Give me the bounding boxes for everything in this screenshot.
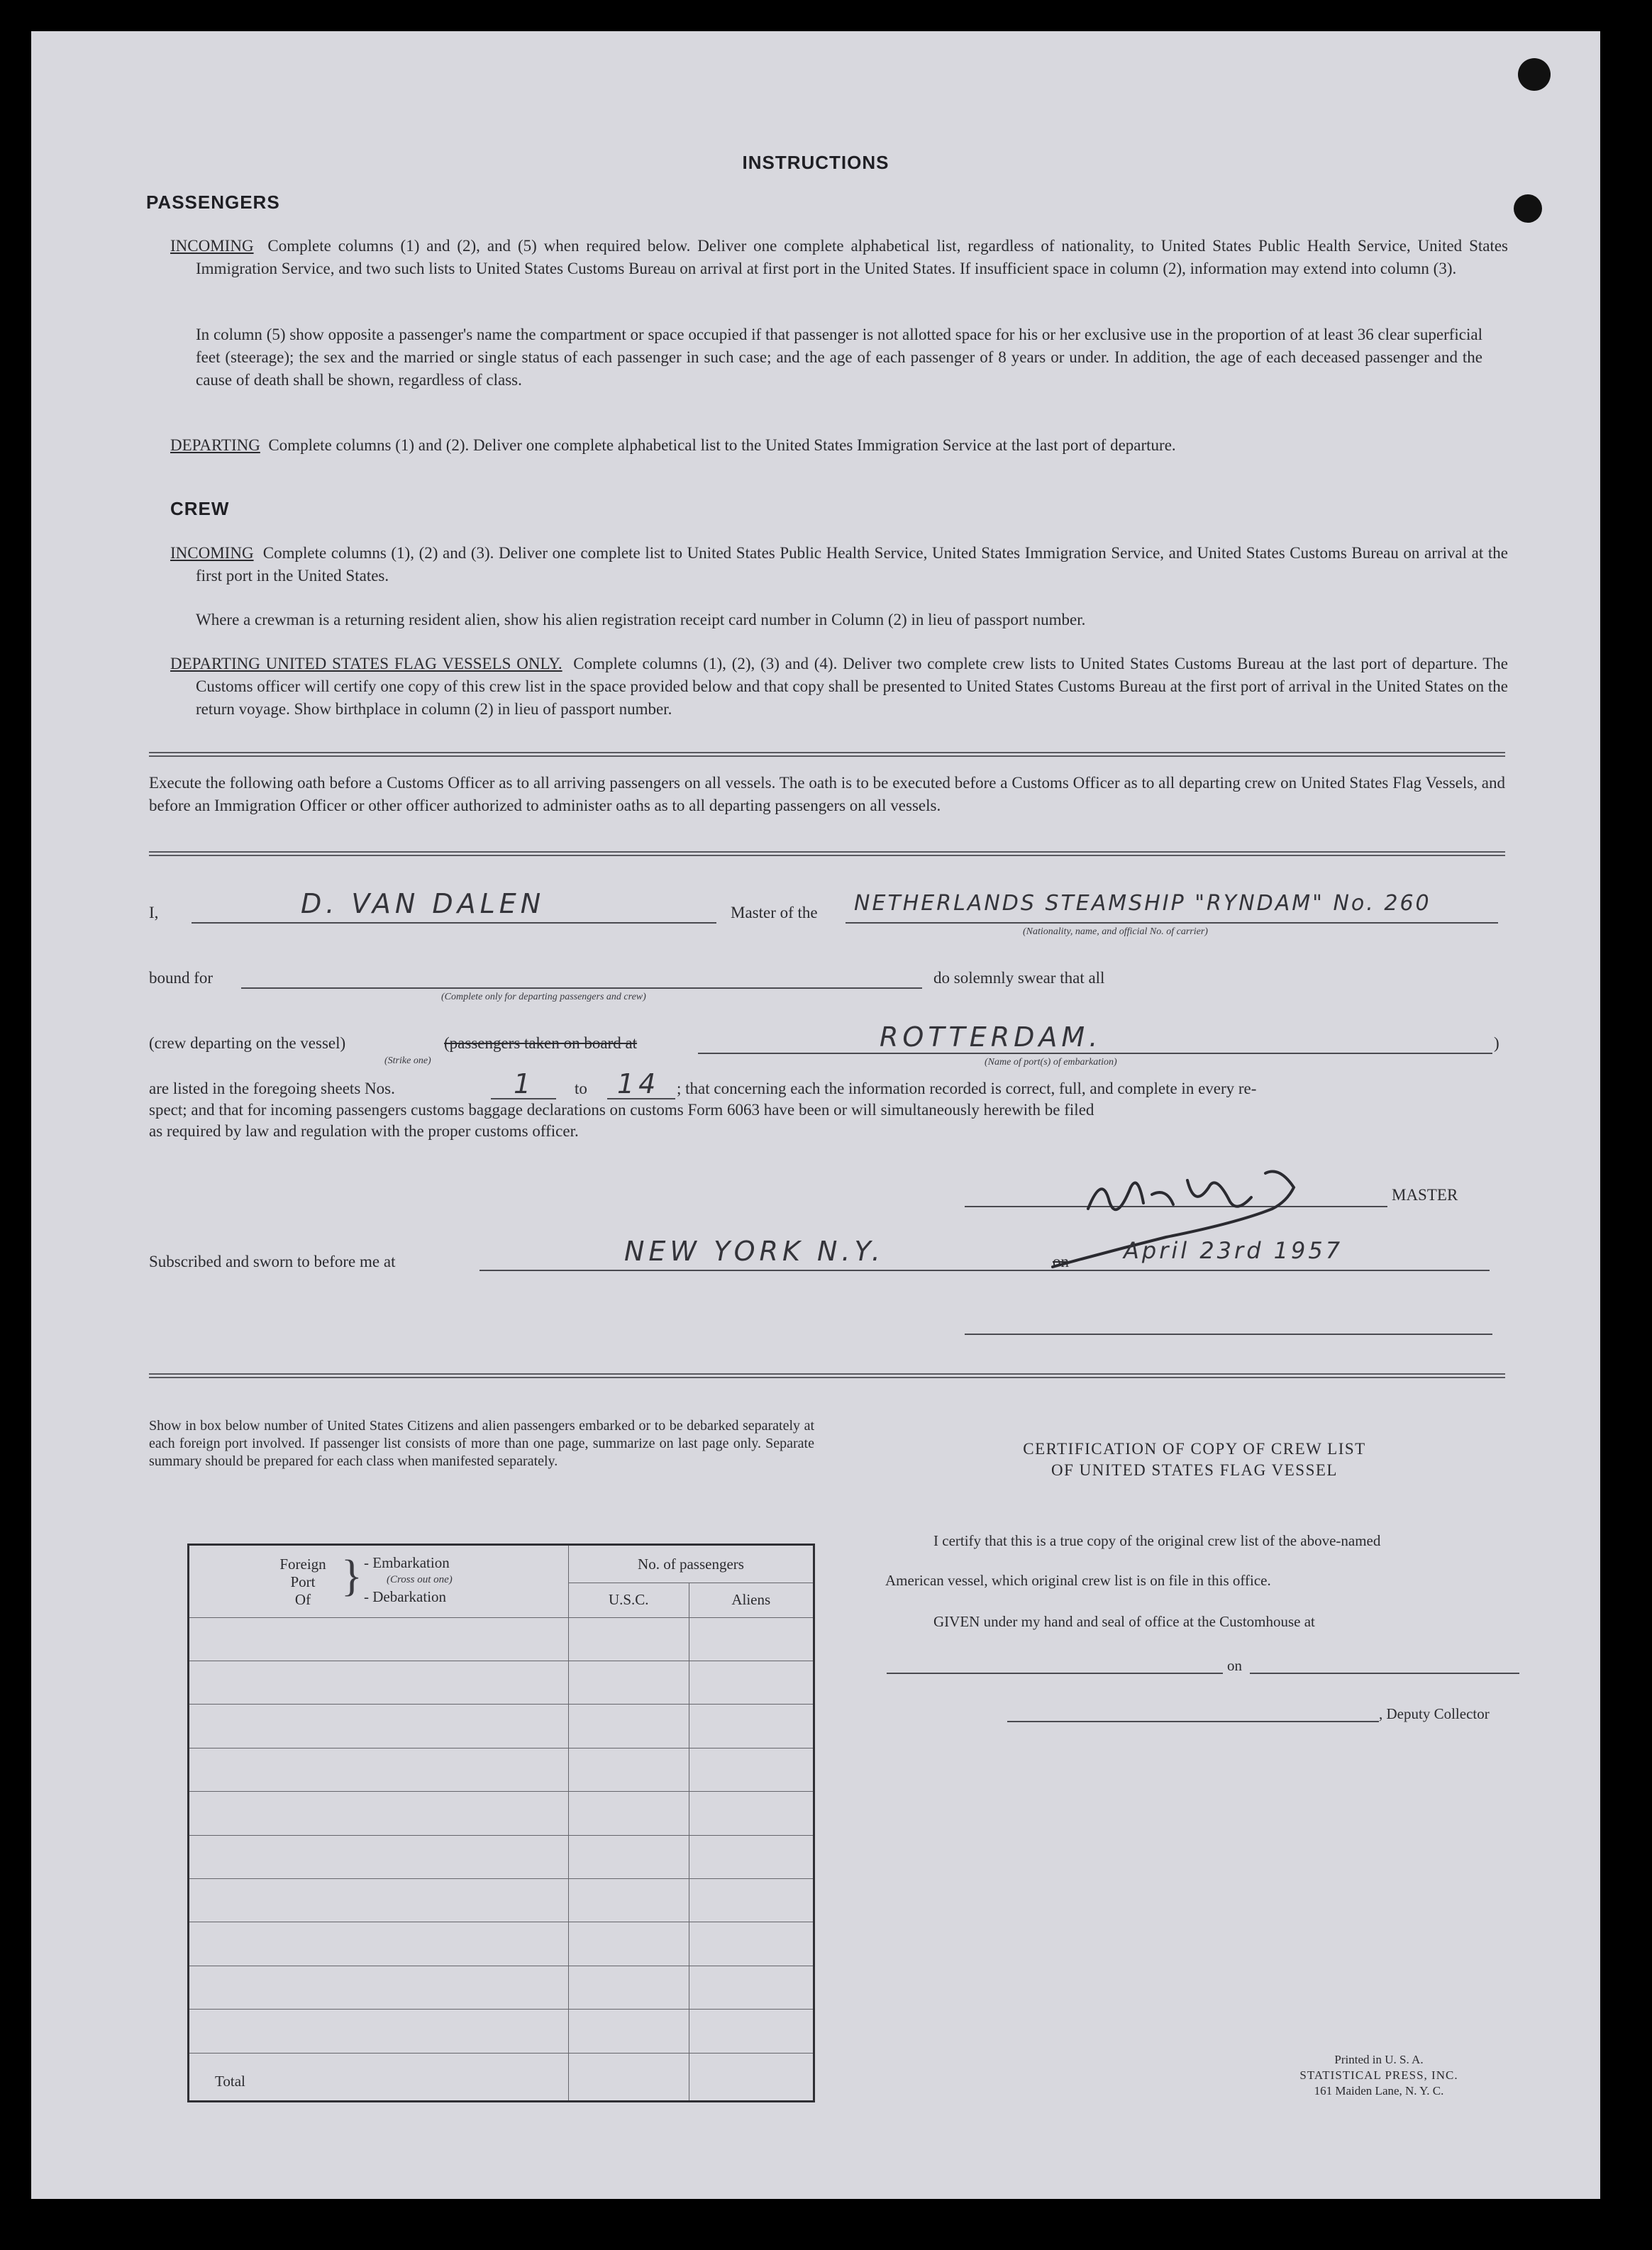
port-header-cell — [189, 1545, 569, 1618]
table-row — [189, 1661, 569, 1705]
total-usc-cell — [569, 2053, 689, 2101]
certify-line1: I certify that this is a true copy of the original crew list of the above-named — [933, 1532, 1381, 1549]
punch-hole-middle — [1514, 194, 1542, 223]
summary-note: Show in box below number of United States Citizens and alien passengers embarked or to be debarked separately at each foreign port involved. If passenger list consists of more than one page, summarize on last page only. Separate summary should be prepared for each class when manifested separately. — [149, 1418, 814, 1469]
strike-caption: (Strike one) — [384, 1055, 431, 1066]
embarkation-label: - Embarkation — [364, 1554, 450, 1571]
table-cell — [569, 1661, 689, 1705]
table-cell — [689, 1835, 814, 1878]
table-cell — [569, 1617, 689, 1661]
passengers-departing-text: Complete columns (1) and (2). Deliver one complete alphabetical list to the United States Immigration Service at the last port of departure. — [268, 436, 1176, 454]
foreign-port-of-label — [267, 1556, 338, 1609]
sworn-place-line — [479, 1270, 1082, 1271]
table-cell — [569, 2010, 689, 2053]
table-row — [189, 1705, 569, 1748]
master-name-line — [192, 922, 716, 924]
oath-intro: Execute the following oath before a Customs Officer as to all arriving passengers on all vessels. The oath is to be executed before a Customs Officer as to all departing crew on United States Flag Vessels, and before an Immigration Officer or other officer authorized to administer oaths as to all departing passengers on all vessels. — [149, 774, 1505, 814]
given-line: GIVEN under my hand and seal of office at the Customhouse at — [933, 1613, 1315, 1630]
table-cell — [689, 1705, 814, 1748]
table-cell — [689, 1617, 814, 1661]
table-cell — [569, 1748, 689, 1791]
crew-incoming-instruction — [170, 542, 1508, 587]
table-cell — [569, 1966, 689, 2009]
vessel-caption: (Nationality, name, and official No. of carrier) — [1023, 926, 1208, 937]
table-cell — [689, 1748, 814, 1791]
instructions-title: INSTRUCTIONS — [742, 152, 889, 173]
divider-oath — [149, 851, 1505, 856]
certify-line2: American vessel, which original crew list is on file in this office. — [885, 1572, 1271, 1589]
crew-departing-text: Complete columns (1), (2), (3) and (4). Deliver two complete crew lists to United States Customs Bureau at the last port of departure. The Customs officer will certify one copy of this crew list in the space provided below and that copy shall be presented to United States Customs Bureau at the first port of arrival in the United States on the return voyage. Show birthplace in column (2) in lieu of passport number. — [196, 655, 1509, 718]
passenger-summary-table — [187, 1544, 815, 2102]
listed-rest: ; that concerning each the information recorded is correct, full, and complete in every re- — [677, 1080, 1257, 1097]
crew-incoming-label: INCOMING — [170, 544, 254, 562]
printer-line2: STATISTICAL PRESS, INC. — [1299, 2068, 1458, 2082]
embarkation-port: ROTTERDAM. — [880, 1021, 1102, 1053]
deputy-collector-label: , Deputy Collector — [1379, 1705, 1490, 1722]
divider-instructions — [149, 752, 1505, 757]
listed-text: are listed in the foregoing sheets Nos. — [149, 1080, 395, 1097]
sheet-to: 14 — [617, 1068, 660, 1099]
certification-title-line2: OF UNITED STATES FLAG VESSEL — [1051, 1461, 1338, 1479]
certification-on-label: on — [1227, 1657, 1242, 1674]
aliens-column-header: Aliens — [689, 1583, 814, 1617]
table-row — [189, 1922, 569, 1966]
usc-column-header: U.S.C. — [569, 1583, 689, 1617]
crew-heading: CREW — [170, 498, 230, 519]
table-row — [189, 2010, 569, 2053]
extra-signature-line — [965, 1334, 1492, 1335]
cross-out-label: (Cross out one) — [387, 1574, 453, 1585]
passengers-heading: PASSENGERS — [146, 192, 280, 213]
passengers-departing-instruction — [170, 434, 1508, 457]
table-row — [189, 1617, 569, 1661]
crew-incoming-text: Complete columns (1), (2) and (3). Deliver one complete list to United States Public Health Service, United States Immigration Service, and United States Customs Bureau on arrival at the first port in the United States. — [196, 544, 1508, 584]
table-cell — [689, 2010, 814, 2053]
vessel-line — [846, 922, 1498, 924]
master-of-label: Master of the — [731, 904, 818, 921]
certification-title-line1: CERTIFICATION OF COPY OF CREW LIST — [1023, 1440, 1366, 1458]
table-cell — [569, 1922, 689, 1966]
passengers-incoming-text: Complete columns (1) and (2), and (5) when required below. Deliver one complete alphabetical list, regardless of nationality, to United States Public Health Service, United States Immigration Service, and two such lists to United States Customs Bureau on arrival at first port in the United States. If insufficient space in column (2), information may extend into column (3). — [196, 237, 1509, 277]
table-cell — [569, 1705, 689, 1748]
table-cell — [569, 1878, 689, 1922]
passengers-column5-instruction: In column (5) show opposite a passenger's name the compartment or space occupied if that passenger is not allotted space for his or her exclusive use in the proportion of at least 36 clear superficial feet (steerage); the sex and the married or single status of each passenger in such case; and the age of each passenger of 8 years or under. In addition, the age of each deceased passenger and the cause of death shall be shown, regardless of class. — [196, 326, 1482, 389]
printer-line3: 161 Maiden Lane, N. Y. C. — [1314, 2084, 1444, 2097]
sworn-on-label: on — [1053, 1253, 1069, 1270]
sworn-date: April 23rd 1957 — [1124, 1237, 1343, 1264]
passengers-incoming-label: INCOMING — [170, 237, 254, 255]
total-row — [189, 2053, 569, 2101]
table-row — [189, 1878, 569, 1922]
passengers-taken-option: (passengers taken on board at — [444, 1034, 638, 1052]
to-label: to — [575, 1080, 587, 1097]
no-of-passengers-header: No. of passengers — [569, 1545, 814, 1583]
bound-for-caption: (Complete only for departing passengers and crew) — [441, 992, 646, 1002]
sheet-from: 1 — [514, 1068, 536, 1099]
subscribed-label: Subscribed and sworn to before me at — [149, 1253, 396, 1270]
table-cell — [689, 1878, 814, 1922]
sworn-date-line — [1078, 1270, 1490, 1271]
crew-departing-instruction — [170, 653, 1508, 721]
deputy-collector-line — [1007, 1721, 1379, 1722]
passengers-departing-label: DEPARTING — [170, 436, 260, 454]
of-label: Of — [294, 1591, 311, 1608]
listed-text-line2: spect; and that for incoming passengers customs baggage declarations on customs Form 6063 have been or will simultaneously herewith be filed — [149, 1101, 1094, 1119]
table-cell — [689, 1966, 814, 2009]
table-row — [189, 1966, 569, 2009]
listed-text-line3: as required by law and regulation with the proper customs officer. — [149, 1122, 579, 1140]
total-label: Total — [215, 2073, 245, 2090]
passengers-incoming-instruction — [170, 235, 1508, 280]
foreign-label: Foreign — [279, 1556, 326, 1573]
printer-line1: Printed in U. S. A. — [1334, 2053, 1424, 2066]
total-aliens-cell — [689, 2053, 814, 2101]
table-cell — [569, 1792, 689, 1835]
table-cell — [689, 1922, 814, 1966]
oath-i-label: I, — [149, 904, 159, 921]
master-name: D. VAN DALEN — [301, 888, 545, 919]
port-close-paren: ) — [1494, 1034, 1499, 1052]
crew-resident-instruction: Where a crewman is a returning resident alien, show his alien registration receipt card number in Column (2) in lieu of passport number. — [196, 611, 1086, 628]
punch-hole-top — [1518, 58, 1551, 91]
crew-departing-option: (crew departing on the vessel) — [149, 1034, 346, 1052]
table-row — [189, 1835, 569, 1878]
vessel-name: NETHERLANDS STEAMSHIP "RYNDAM" No. 260 — [854, 891, 1431, 916]
swear-text: do solemnly swear that all — [933, 969, 1105, 987]
sworn-place: NEW YORK N.Y. — [624, 1236, 885, 1267]
table-row — [189, 1792, 569, 1835]
port-caption: (Name of port(s) of embarkation) — [985, 1057, 1117, 1068]
crew-departing-label: DEPARTING UNITED STATES FLAG VESSELS ONLY. — [170, 655, 562, 672]
bound-for-label: bound for — [149, 969, 214, 987]
table-cell — [689, 1661, 814, 1705]
divider-summary — [149, 1373, 1505, 1378]
port-line — [698, 1053, 1492, 1054]
table-row — [189, 1748, 569, 1791]
bound-for-line — [241, 987, 922, 989]
table-cell — [689, 1792, 814, 1835]
port-label: Port — [290, 1573, 316, 1590]
table-cell — [569, 1835, 689, 1878]
certification-date-line — [1250, 1673, 1519, 1674]
form-page — [31, 31, 1600, 2199]
brace-mark: } — [341, 1552, 362, 1600]
master-label: MASTER — [1392, 1186, 1458, 1204]
debarkation-label: - Debarkation — [364, 1588, 447, 1605]
customhouse-line — [887, 1673, 1223, 1674]
